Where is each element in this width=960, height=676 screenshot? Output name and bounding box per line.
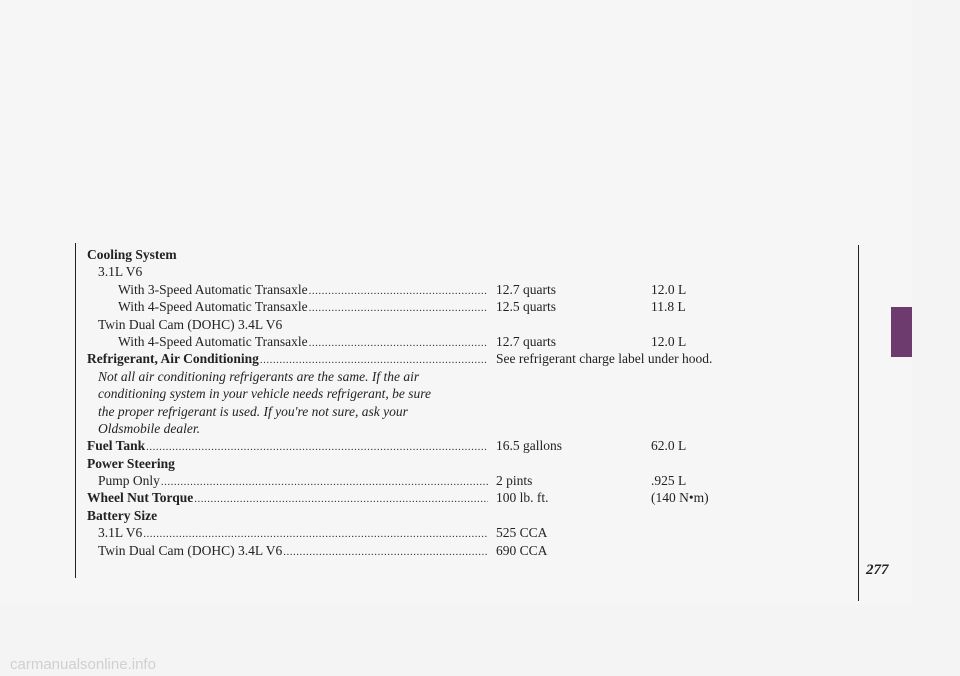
dot-leader [283,544,488,561]
spec-value-metric: 11.8 L [651,299,686,315]
spec-row-battery-twin-dual-cam [87,542,847,559]
spec-row-pump-only [87,472,847,489]
spec-value-us: 16.5 gallons [496,438,562,454]
spec-value-us: 12.7 quarts [496,281,556,297]
left-rule [75,243,76,578]
spec-value-metric: .925 L [651,473,687,489]
spec-label-text: Refrigerant, Air Conditioning [87,351,259,367]
spec-label-text: Twin Dual Cam (DOHC) 3.4L V6 [98,542,283,558]
spec-row-battery-size-heading [87,507,847,524]
spec-label-text: Power Steering [87,455,175,471]
spec-label [87,507,158,524]
spec-row-engine-3-1l-v6 [87,263,847,280]
spec-label-text: Fuel Tank [87,438,146,454]
spec-row-refrigerant-note-1 [87,368,847,385]
spec-value-metric: (140 N•m) [651,490,709,506]
spec-value-metric: 12.0 L [651,281,687,297]
spec-value-us: 690 CCA [496,542,548,558]
right-rule [858,245,859,601]
spec-value-us: 100 lb. ft. [496,490,549,506]
spec-label-text: With 3-Speed Automatic Transaxle [118,281,308,297]
spec-row-cooling-3speed [87,281,847,298]
spec-row-cooling-system-heading [87,246,847,263]
spec-row-cooling-4speed-dohc [87,333,847,350]
spec-row-power-steering-heading [87,455,847,472]
spec-label [98,316,283,333]
spec-label-text: conditioning system in your vehicle needs refrigerant, be sure [98,386,432,402]
spec-label-text: Battery Size [87,507,158,523]
spec-row-refrigerant-note-3 [87,403,847,420]
spec-value-us: 2 pints [496,473,533,489]
spec-label [87,455,176,472]
spec-label-text: the proper refrigerant is used. If you're not sure, ask your [98,403,408,419]
spec-row-wheel-nut-torque [87,489,847,506]
spec-value-us: See refrigerant charge label under hood. [496,351,713,367]
specifications-list [87,246,847,559]
spec-row-engine-twin-dual-cam [87,316,847,333]
spec-label [98,263,143,280]
spec-row-cooling-4speed [87,298,847,315]
spec-label-text: Oldsmobile dealer. [98,420,200,436]
spec-row-battery-3-1l-v6 [87,524,847,541]
spec-value-metric: 12.0 L [651,333,687,349]
spec-label [98,385,432,402]
spec-row-refrigerant-note-2 [87,385,847,402]
spec-label [98,368,420,385]
spec-value-us: 525 CCA [496,525,548,541]
spec-label-text: 3.1L V6 [98,264,143,280]
section-tab-marker [891,307,912,357]
spec-row-fuel-tank [87,437,847,454]
spec-label [98,403,409,420]
spec-label-text: Pump Only [98,473,160,489]
spec-label-text: Twin Dual Cam (DOHC) 3.4L V6 [98,316,283,332]
spec-value-us: 12.7 quarts [496,333,556,349]
spec-label [98,542,488,561]
spec-label-text: With 4-Speed Automatic Transaxle [118,333,308,349]
spec-label-text: Wheel Nut Torque [87,490,194,506]
spec-label-text: 3.1L V6 [98,525,143,541]
page-number: 277 [866,562,889,578]
footer-watermark: carmanualsonline.info [10,656,156,673]
spec-label [98,420,201,437]
spec-label [87,246,178,263]
spec-value-metric: 62.0 L [651,438,687,454]
spec-row-refrigerant [87,350,847,367]
spec-label-text: With 4-Speed Automatic Transaxle [118,299,308,315]
spec-value-us: 12.5 quarts [496,299,556,315]
spec-label-text: Not all air conditioning refrigerants are the same. If the air [98,368,420,384]
spec-row-refrigerant-note-4 [87,420,847,437]
spec-label-text: Cooling System [87,247,177,262]
